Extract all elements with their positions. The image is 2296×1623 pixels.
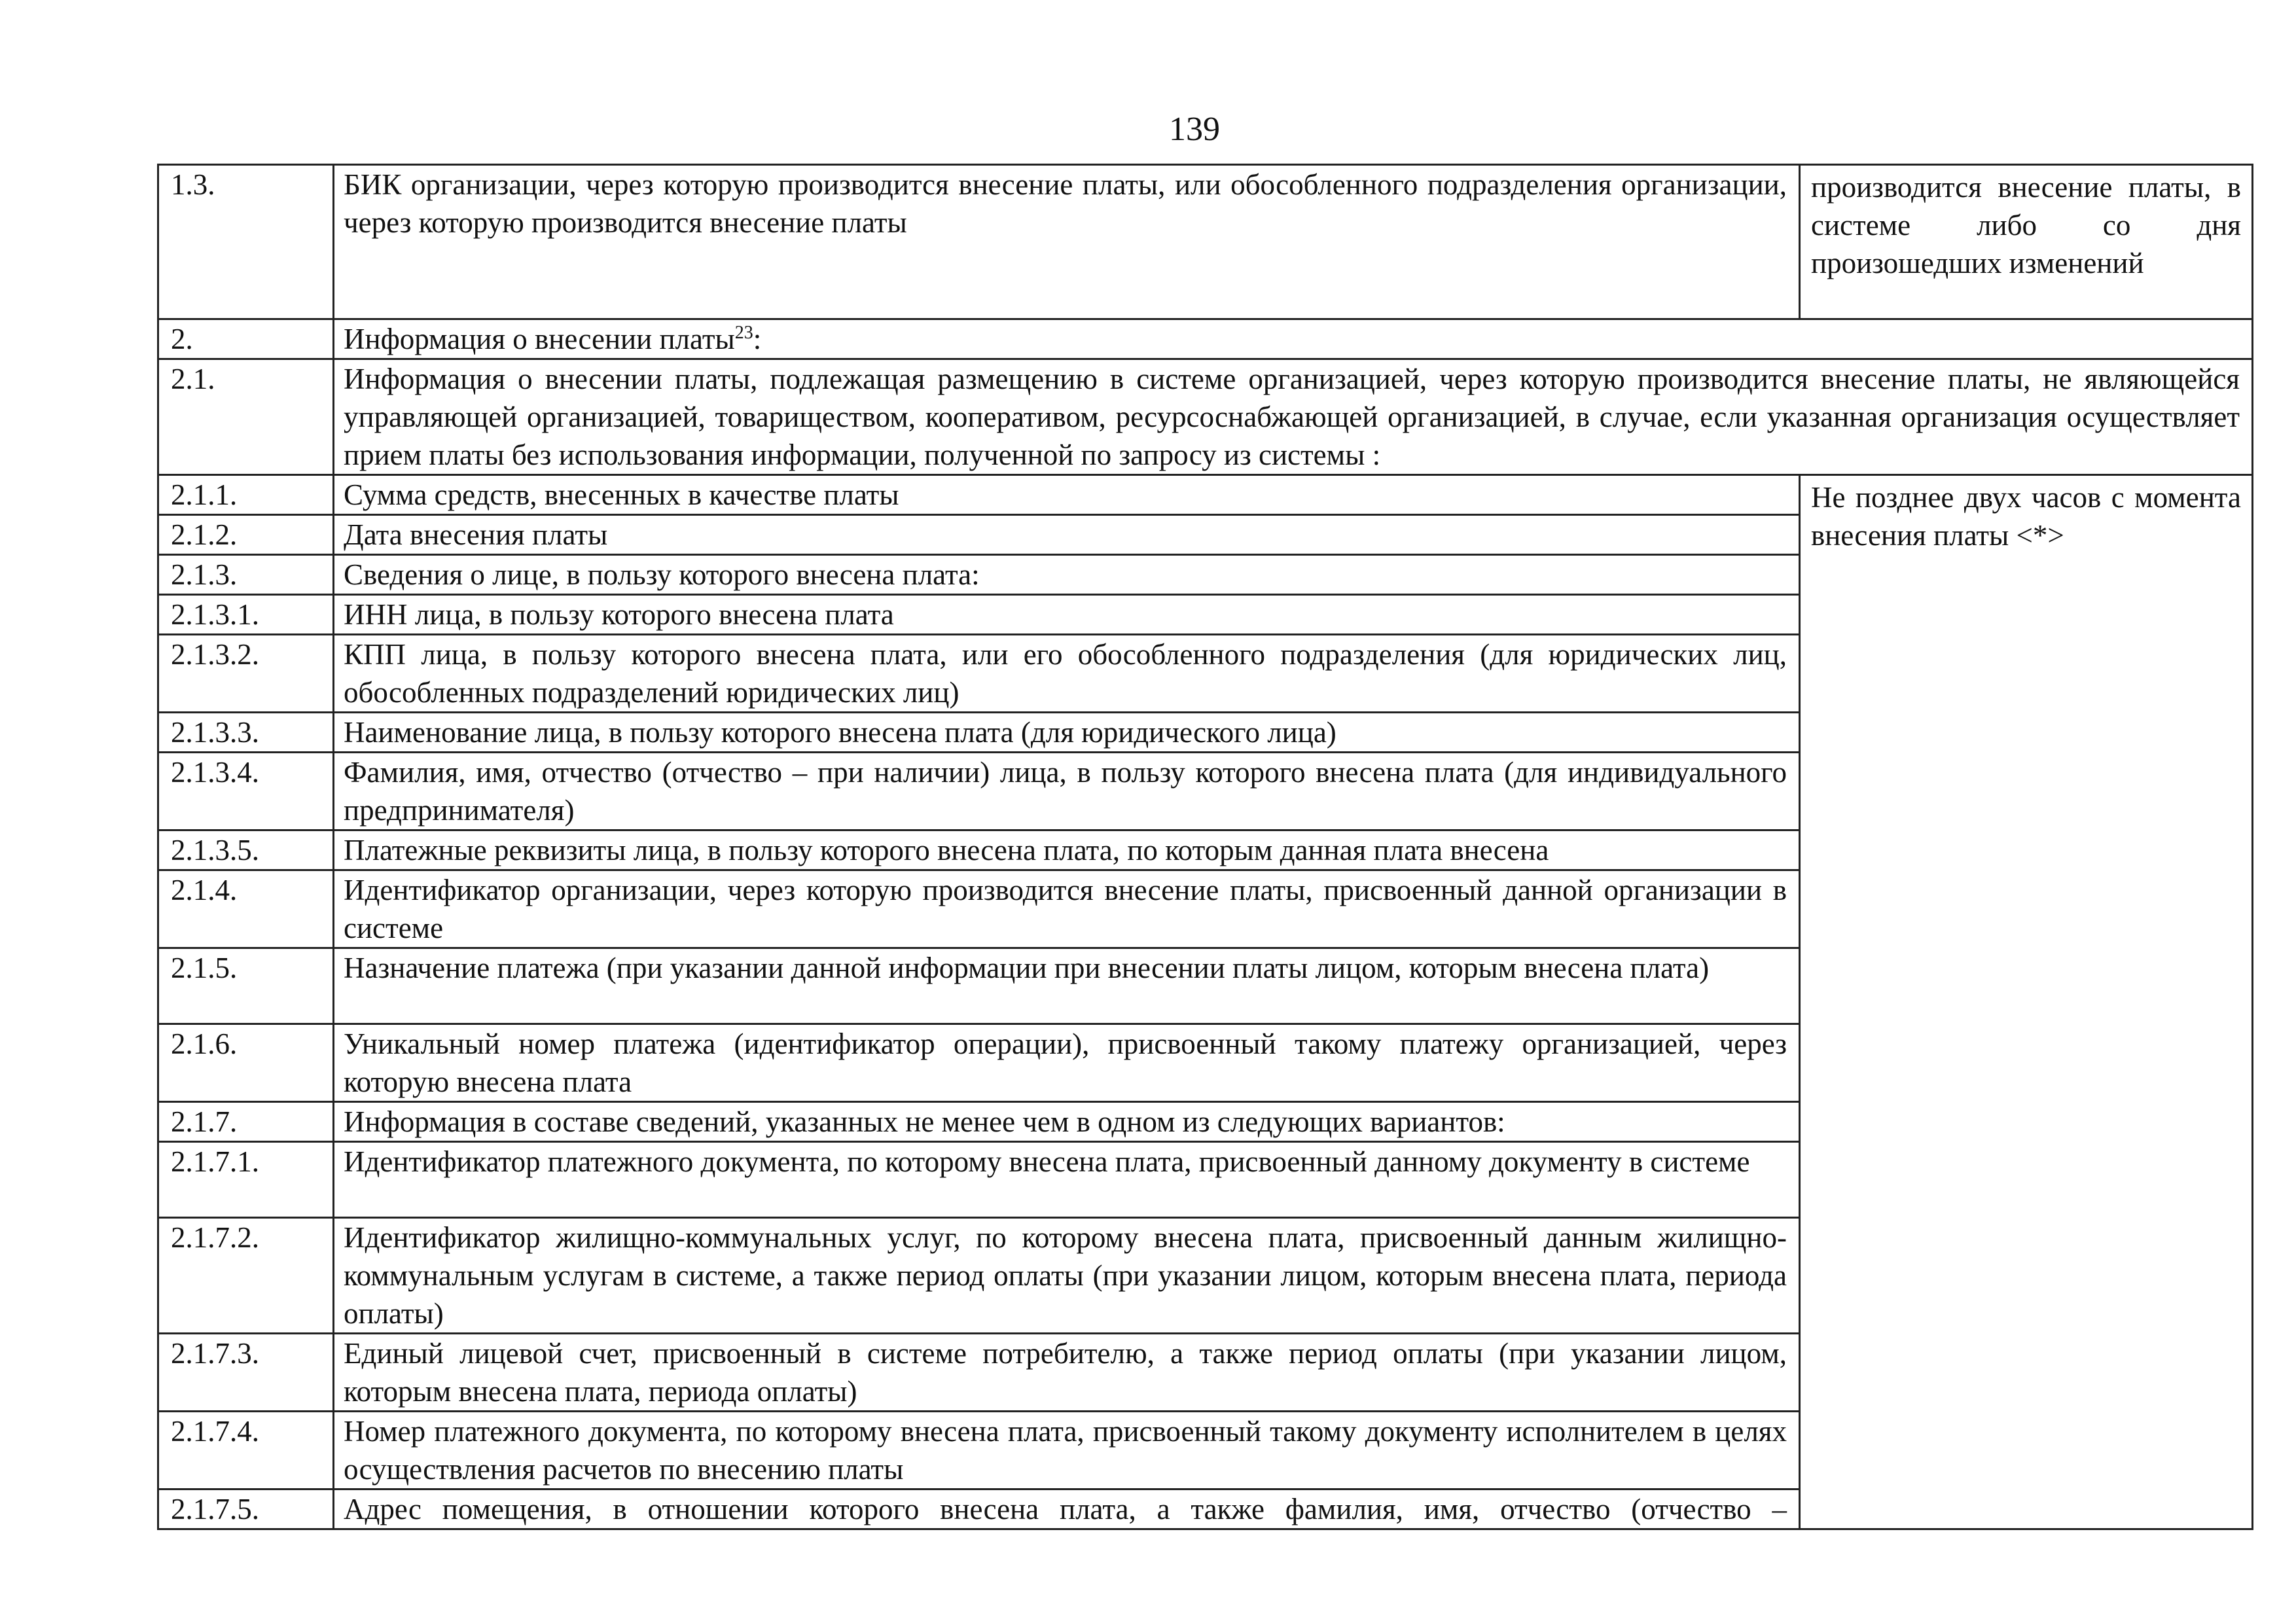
- row-number: 2.1.: [158, 359, 334, 475]
- row-number: 2.1.7.4.: [158, 1412, 334, 1489]
- requirements-table: [157, 164, 2253, 1530]
- row-text: КПП лица, в пользу которого внесена плата, или его обособленного подразделения (для юридических лиц, обособленных подразделений юридических лиц): [334, 635, 1800, 713]
- page-number: 139: [1169, 111, 1220, 148]
- row-number: 2.1.3.: [158, 555, 334, 595]
- row-text: Единый лицевой счет, присвоенный в системе потребителю, а также период оплаты (при указании лицом, которым внесена плата, периода оплаты): [334, 1334, 1800, 1412]
- row-text-main: Информация о внесении платы: [344, 323, 735, 355]
- table-row: [158, 359, 2253, 475]
- row-text: Идентификатор жилищно-коммунальных услуг, по которому внесена плата, присвоенный данным жилищно-коммунальным услугам в системе, а также период оплаты (при указании лицом, которым внесена плата, периода оплаты): [334, 1218, 1800, 1334]
- row-text: ИНН лица, в пользу которого внесена плата: [334, 595, 1800, 635]
- row-text: Платежные реквизиты лица, в пользу которого внесена плата, по которым данная плата внесена: [334, 830, 1800, 870]
- row-number: 2.1.3.1.: [158, 595, 334, 635]
- row-number: 2.1.7.3.: [158, 1334, 334, 1412]
- row-number: 2.1.3.4.: [158, 753, 334, 830]
- row-text: Идентификатор организации, через которую производится внесение платы, присвоенный данной организации в системе: [334, 870, 1800, 948]
- row-number: 2.1.7.: [158, 1102, 334, 1142]
- row-number: 2.1.1.: [158, 475, 334, 515]
- row-text: БИК организации, через которую производится внесение платы, или обособленного подразделения организации, через которую производится внесение платы: [334, 165, 1800, 319]
- row-number: 2.1.5.: [158, 948, 334, 1024]
- row-number: 2.1.3.2.: [158, 635, 334, 713]
- row-text: Номер платежного документа, по которому внесена плата, присвоенный такому документу исполнителем в целях осуществления расчетов по внесению платы: [334, 1412, 1800, 1489]
- row-number: 2.1.3.5.: [158, 830, 334, 870]
- row-number: 2.1.7.2.: [158, 1218, 334, 1334]
- row-deadline: Не позднее двух часов с момента внесения платы <*>: [1800, 475, 2253, 1529]
- row-text: Фамилия, имя, отчество (отчество – при наличии) лица, в пользу которого внесена плата (для индивидуального предпринимателя): [334, 753, 1800, 830]
- row-text-suffix: :: [753, 323, 762, 355]
- row-number: 2.1.2.: [158, 515, 334, 555]
- table-row: [158, 475, 2253, 515]
- row-number: 1.3.: [158, 165, 334, 319]
- row-text: Информация о внесении платы, подлежащая размещению в системе организацией, через которую производится внесение платы, не являющейся управляющей организацией, товариществом, кооперативом, ресурсоснабжающей организацией, в случае, если указанная организация осуществляет прием платы без использования информации, полученной по запросу из системы :: [334, 359, 2253, 475]
- row-number: 2.: [158, 319, 334, 359]
- row-text: Информация в составе сведений, указанных не менее чем в одном из следующих вариантов:: [334, 1102, 1800, 1142]
- row-number: 2.1.7.1.: [158, 1142, 334, 1218]
- table-row: [158, 165, 2253, 319]
- row-text: Идентификатор платежного документа, по которому внесена плата, присвоенный данному документу в системе: [334, 1142, 1800, 1218]
- row-number: 2.1.3.3.: [158, 713, 334, 753]
- footnote-marker: 23: [734, 323, 753, 343]
- row-text: Дата внесения платы: [334, 515, 1800, 555]
- row-text: Назначение платежа (при указании данной информации при внесении платы лицом, которым внесена плата): [334, 948, 1800, 1024]
- row-text: [334, 319, 2253, 359]
- row-text: Уникальный номер платежа (идентификатор операции), присвоенный такому платежу организацией, через которую внесена плата: [334, 1024, 1800, 1102]
- row-deadline: производится внесение платы, в системе либо со дня произошедших изменений: [1800, 165, 2253, 319]
- row-text: Сведения о лице, в пользу которого внесена плата:: [334, 555, 1800, 595]
- table-row: [158, 319, 2253, 359]
- row-number: 2.1.4.: [158, 870, 334, 948]
- row-number: 2.1.7.5.: [158, 1489, 334, 1529]
- row-text: Адрес помещения, в отношении которого внесена плата, а также фамилия, имя, отчество (отчество –: [334, 1489, 1800, 1529]
- row-text: Наименование лица, в пользу которого внесена плата (для юридического лица): [334, 713, 1800, 753]
- row-number: 2.1.6.: [158, 1024, 334, 1102]
- row-text: Сумма средств, внесенных в качестве платы: [334, 475, 1800, 515]
